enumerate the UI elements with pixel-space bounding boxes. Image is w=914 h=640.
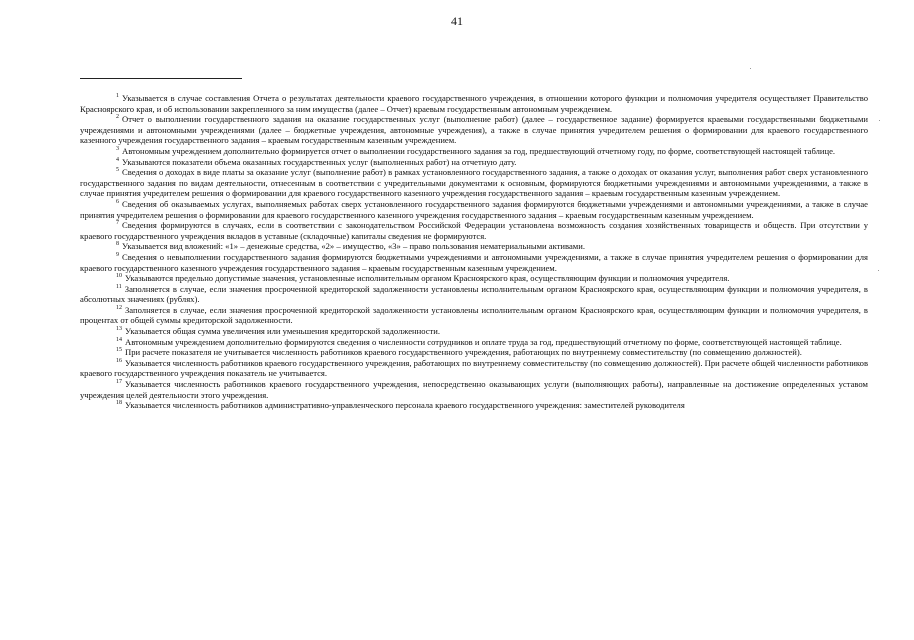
footnote (80, 284, 868, 305)
footnote-text: Указываются показатели объема оказанных государственных услуг (выполненных работ) на отчетную дату. (122, 156, 517, 167)
footnote-text: Указывается численность работников краевого государственного учреждения, непосредственно оказывающих услуги (выполняющих работы), направленные на достижение определенных уставом учреждения целей деятельности этого учреждения. (80, 379, 868, 400)
footnote-text: Сведения о невыполнении государственного задания формируются бюджетными учреждениями и автономными учреждениями, а также в случае принятия учредителем решения о формировании для краевого государственного казенного учреждения государственного задания – краевым государственным казенным учреждением. (80, 251, 868, 273)
footnote-number: 16 (116, 357, 122, 364)
footnote-number: 14 (116, 336, 122, 343)
footnote-text: Указывается в случае составления Отчета о результатах деятельности краевого государственного учреждения, в отношении которого функции и полномочия учредителя осуществляет Правительство Красноярского края, и об использовании закрепленного за ним имущества (далее – Отчет) краевым государственным автономным учреждением. (80, 93, 868, 114)
footnote (80, 93, 868, 114)
footnote-text: Отчет о выполнении государственного задания на оказание государственных услуг (выполнение работ) (далее – государственное задание) формируется краевыми государственными бюджетными учреждениями и автономными учреждениями (далее – бюджетные учреждения, автономные учреждения), а также в случае принятия учредителем решения о формировании для краевого государственного казенного учреждения государственного задания – краевым государственным казенным учреждением. (80, 114, 868, 146)
footnote-number: 10 (116, 273, 122, 280)
footnote-number: 8 (116, 241, 119, 248)
footnote-separator (80, 78, 242, 79)
footnote-text: Автономным учреждением дополнительно формируются сведения о численности сотрудников и оплате труда за год, предшествующий отчетному по форме, соответствующей настоящей таблице. (125, 336, 842, 347)
footnotes-list (80, 93, 868, 411)
footnote (80, 114, 868, 146)
footnote-number: 6 (116, 199, 119, 206)
footnote-text: Указывается общая сумма увеличения или уменьшения кредиторской задолженности. (125, 326, 441, 337)
footnote (80, 337, 868, 348)
footnote-text: Указываются предельно допустимые значения, установленные исполнительным органом Красноярского края, осуществляющим функции и полномочия учредителя. (125, 273, 730, 284)
footnote-text: Заполняется в случае, если значения просроченной кредиторской задолженности установлены исполнительным органом Красноярского края, осуществляющим функции и полномочия учредителя, в процентах от общей суммы кредиторской задолженности. (80, 304, 868, 326)
footnote-text: Заполняется в случае, если значения просроченной кредиторской задолженности установлены исполнительным органом Красноярского края, осуществляющим функции и полномочия учредителя, в абсолютных значениях (рублях). (80, 283, 868, 305)
footnote-text: Указывается численность работников краевого государственного учреждения, работающих по внутреннему совместительству (по совмещению должностей). При расчете общей численности работников краевого государственного учреждения показатель не учитывается. (80, 357, 868, 379)
footnote-number: 2 (116, 114, 119, 121)
footnote (80, 146, 868, 157)
footnote-number: 15 (116, 347, 122, 354)
scan-speck (878, 270, 879, 271)
footnote (80, 157, 868, 168)
scan-speck (750, 68, 751, 69)
footnote-number: 9 (116, 252, 119, 259)
footnote-text: При расчете показателя не учитывается численность работников краевого государственного учреждения, работающих по внутреннему совместительству (по совмещению должностей). (125, 347, 802, 358)
footnote (80, 252, 868, 273)
footnote-number: 4 (116, 156, 119, 163)
footnote (80, 305, 868, 326)
footnote-number: 17 (116, 379, 122, 386)
footnote-text: Указывается вид вложений: «1» – денежные средства, «2» – имущество, «3» – право пользования нематериальными активами. (122, 241, 585, 252)
footnote (80, 347, 868, 358)
footnote-text: Сведения о доходах в виде платы за оказание услуг (выполнение работ) в рамках установленного государственного задания, а также о доходах от оказания услуг, выполнения работ сверх установленного государственного задания по видам деятельности, отнесенным в соответствии с учредительными документами к основным, формируются бюджетными учреждениями и автономными учреждениями, а также в случае принятия учредителем решения о формировании для краевого государственного казенного учреждения государственного задания – краевым государственным казенным учреждением. (80, 167, 868, 199)
scan-speck (879, 120, 880, 121)
footnote (80, 167, 868, 199)
footnote (80, 273, 868, 284)
footnote-text: Сведения формируются в случаях, если в соответствии с законодательством Российской Федерации установлена возможность создания хозяйственных товариществ и обществ. При отсутствии у краевого государственного учреждения вкладов в уставные (складочные) капиталы сведения не формируются. (80, 220, 868, 241)
page-number: 41 (451, 14, 463, 28)
footnote (80, 379, 868, 400)
footnote (80, 358, 868, 379)
footnote-number: 1 (116, 93, 119, 100)
footnote-number: 11 (116, 283, 122, 290)
footnote (80, 400, 868, 411)
footnote (80, 199, 868, 220)
footnote-text: Сведения об оказываемых услугах, выполняемых работах сверх установленного государственного задания формируются бюджетными учреждениями и автономными учреждениями, а также в случае принятия учредителем решения о формировании для краевого государственного казенного учреждения государственного задания – краевым государственным казенным учреждением. (80, 198, 868, 220)
footnote-text: Указывается численность работников административно-управленческого персонала краевого государственного учреждения: заместителей руководителя (125, 400, 685, 411)
footnote-number: 7 (116, 220, 119, 227)
footnote-number: 3 (116, 146, 119, 153)
footnote-text: Автономным учреждением дополнительно формируется отчет о выполнении государственного задания за год, предшествующий отчетному году, по форме, соответствующей настоящей таблице. (122, 145, 836, 156)
footnote-number: 5 (116, 167, 119, 174)
footnote-number: 18 (116, 400, 122, 407)
footnote (80, 220, 868, 241)
footnote-number: 12 (116, 305, 122, 312)
footnote (80, 326, 868, 337)
footnote (80, 241, 868, 252)
footnote-number: 13 (116, 326, 122, 333)
